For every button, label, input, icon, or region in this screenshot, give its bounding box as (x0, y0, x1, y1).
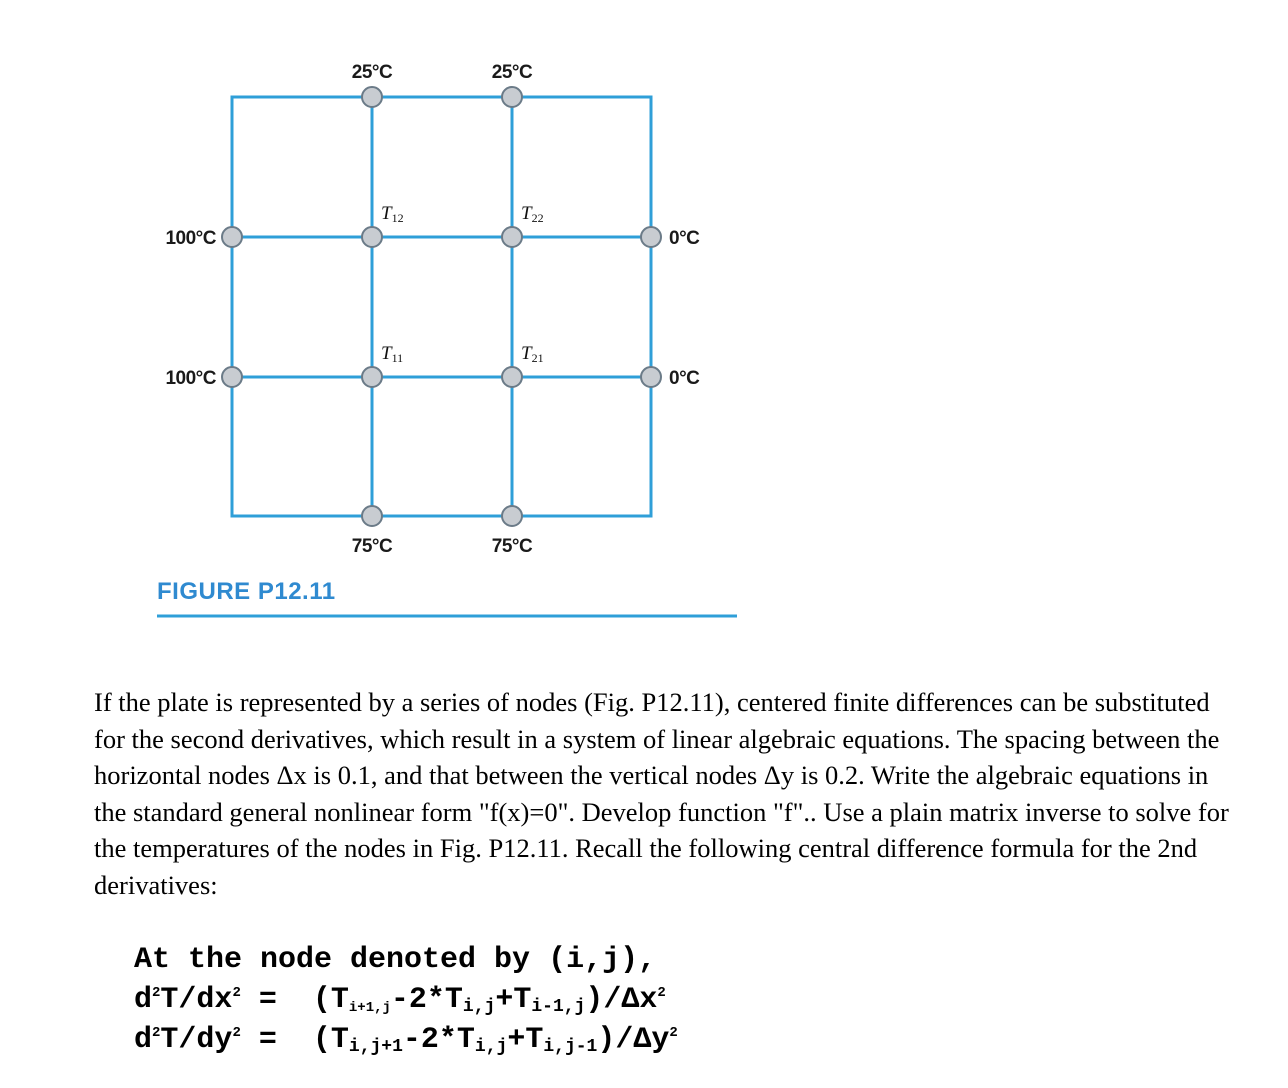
top-label-2: 25°C (491, 62, 533, 83)
node-label-t21 (521, 343, 544, 365)
formula-d2t-dx2 (134, 980, 1234, 1020)
dy-sub1: i,j+1 (348, 1037, 403, 1057)
dy-lhs-sup1: 2 (152, 1025, 161, 1041)
node-label-t11-base: T (381, 343, 392, 364)
dx-sup: 2 (657, 985, 666, 1001)
node-label-t12 (381, 203, 404, 225)
right-label-1: 0°C (669, 228, 700, 249)
formula-d2t-dy2 (134, 1020, 1234, 1060)
dx-part4: )/Δx (585, 983, 658, 1017)
dx-lhs-b: T/dx (160, 983, 233, 1017)
dy-lhs-a: d (134, 1023, 153, 1057)
dy-equals: = (240, 1023, 295, 1057)
node-label-t21-base: T (521, 343, 532, 364)
left-label-1: 100°C (165, 228, 216, 249)
dx-sub2: i,j (462, 997, 496, 1017)
dy-lhs-b: T/dy (160, 1023, 233, 1057)
bottom-label-1: 75°C (351, 536, 393, 557)
dx-part2: -2*T (390, 983, 463, 1017)
figure-caption: FIGURE P12.11 (157, 578, 336, 605)
dx-equals: = (240, 983, 295, 1017)
node-label-t21-sub: 21 (531, 351, 544, 365)
node-top-1 (362, 87, 382, 107)
central-difference-formula (134, 940, 1234, 1060)
dx-sub3: i-1,j (531, 997, 586, 1017)
dy-sub2: i,j (474, 1037, 508, 1057)
right-label-2: 0°C (669, 368, 700, 389)
dx-lhs-a: d (134, 983, 153, 1017)
dy-part4: )/Δy (597, 1023, 670, 1057)
node-right-2 (641, 367, 661, 387)
grid-lines (232, 97, 651, 516)
node-label-t22-sub: 22 (531, 211, 544, 225)
node-left-2 (222, 367, 242, 387)
dx-lhs-sup2: 2 (232, 985, 241, 1001)
dy-part3: +T (507, 1023, 544, 1057)
node-label-t22-base: T (521, 203, 532, 224)
node-t12 (362, 227, 382, 247)
dy-lhs-sup2: 2 (232, 1025, 241, 1041)
dy-sup: 2 (669, 1025, 678, 1041)
dx-sub1: i+1,j (348, 1000, 391, 1016)
node-bottom-1 (362, 506, 382, 526)
nodes (222, 87, 661, 526)
top-label-1: 25°C (351, 62, 393, 83)
node-top-2 (502, 87, 522, 107)
node-left-1 (222, 227, 242, 247)
node-right-1 (641, 227, 661, 247)
node-bottom-2 (502, 506, 522, 526)
dx-part3: +T (495, 983, 532, 1017)
dx-lhs-sup1: 2 (152, 985, 161, 1001)
node-label-t12-base: T (381, 203, 392, 224)
node-t22 (502, 227, 522, 247)
node-label-t22 (521, 203, 544, 225)
dy-part2: -2*T (402, 1023, 475, 1057)
problem-statement: If the plate is represented by a series of nodes (Fig. P12.11), centered finite differences can be substituted for the second derivatives, which result in a system of linear algebraic equations. The spacing between the horizontal nodes Δx is 0.1, and that between the vertical nodes Δy is 0.2. Write the algebraic equations in the standard general nonlinear form "f(x)=0". Develop function "f".. Use a plain matrix inverse to solve for the temperatures of the nodes in Fig. P12.11. Recall the following central difference formula for the 2nd derivatives: (94, 687, 1229, 900)
node-label-t12-sub: 12 (391, 211, 404, 225)
plate-border (232, 97, 651, 516)
bottom-label-2: 75°C (491, 536, 533, 557)
dy-part1: (T (312, 1023, 349, 1057)
node-t11 (362, 367, 382, 387)
node-t21 (502, 367, 522, 387)
node-label-t11 (381, 343, 403, 365)
dy-sub3: i,j-1 (543, 1037, 598, 1057)
dx-part1: (T (312, 983, 349, 1017)
formula-intro: At the node denoted by (i,j), (134, 943, 657, 977)
node-label-t11-sub: 11 (391, 351, 404, 365)
left-label-2: 100°C (165, 368, 216, 389)
